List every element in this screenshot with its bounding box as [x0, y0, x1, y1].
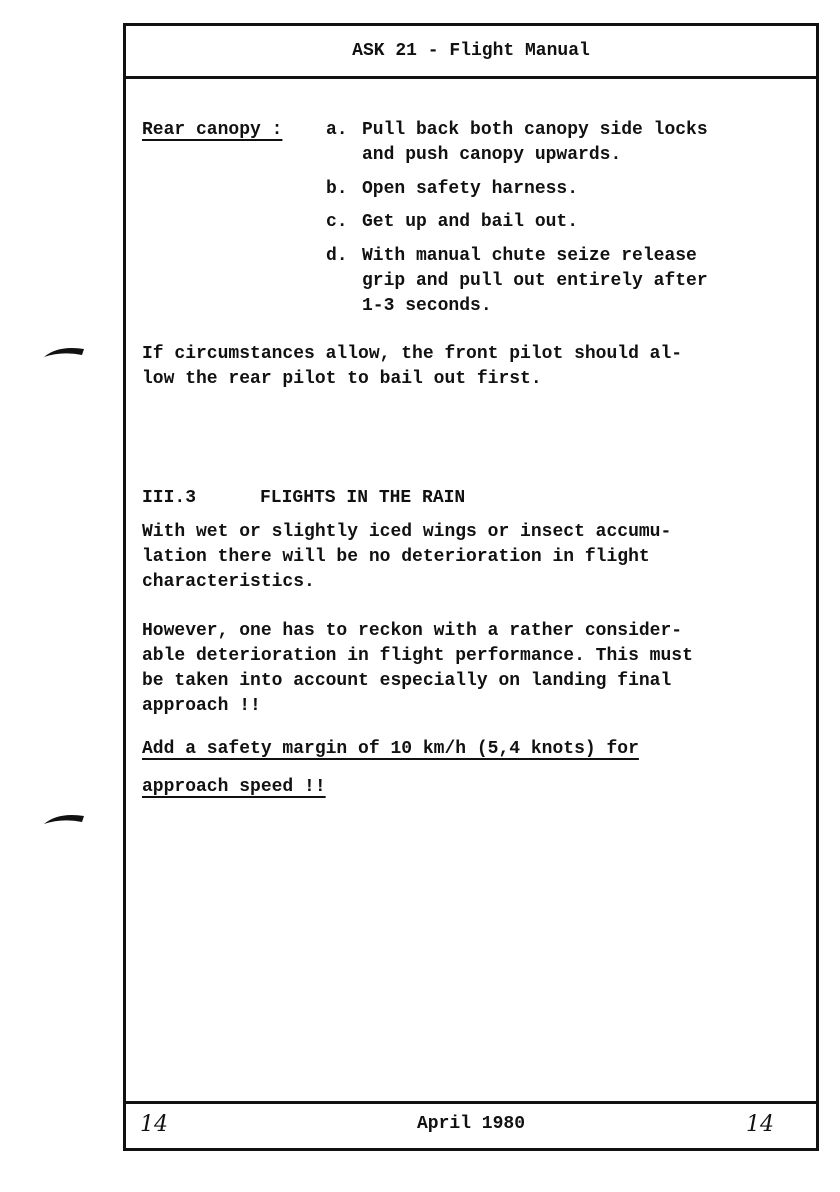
paragraph-line: able deterioration in flight performance. This must	[142, 646, 693, 666]
page-number-left: 14	[140, 1112, 168, 1137]
step-text: Get up and bail out.	[362, 212, 579, 232]
safety-margin-note: approach speed !!	[142, 777, 326, 797]
page-number-right: 14	[746, 1112, 774, 1137]
step-letter: c.	[326, 212, 348, 232]
revision-date: April 1980	[416, 1114, 526, 1134]
step-text: grip and pull out entirely after	[362, 271, 708, 291]
paragraph-line: characteristics.	[142, 572, 315, 592]
step-text: 1-3 seconds.	[362, 296, 492, 316]
step-letter: b.	[326, 179, 348, 199]
section-number: III.3	[142, 488, 197, 508]
safety-margin-note: Add a safety margin of 10 km/h (5,4 knots) for	[142, 739, 639, 759]
rear-canopy-label: Rear canopy :	[142, 120, 283, 140]
note-text: low the rear pilot to bail out first.	[142, 369, 542, 389]
page-footer	[126, 1101, 816, 1148]
section-title: FLIGHTS IN THE RAIN	[260, 488, 466, 508]
step-letter: a.	[326, 120, 348, 140]
note-text: If circumstances allow, the front pilot should al-	[142, 344, 683, 364]
step-text: Open safety harness.	[362, 179, 579, 199]
paragraph-line: be taken into account especially on landing final	[142, 671, 672, 691]
page-frame	[123, 23, 819, 1151]
margin-arrow-icon	[42, 810, 86, 826]
margin-arrow-icon	[42, 343, 86, 359]
page-header	[126, 26, 816, 79]
manual-title: ASK 21 - Flight Manual	[352, 41, 590, 61]
paragraph-line: approach !!	[142, 696, 261, 716]
paragraph-line: lation there will be no deterioration in flight	[142, 547, 650, 567]
step-letter: d.	[326, 246, 348, 266]
paragraph-line: With wet or slightly iced wings or insect accumu-	[142, 522, 672, 542]
step-text: Pull back both canopy side locks	[362, 120, 708, 140]
paragraph-line: However, one has to reckon with a rather consider-	[142, 621, 683, 641]
step-text: and push canopy upwards.	[362, 145, 622, 165]
step-text: With manual chute seize release	[362, 246, 697, 266]
